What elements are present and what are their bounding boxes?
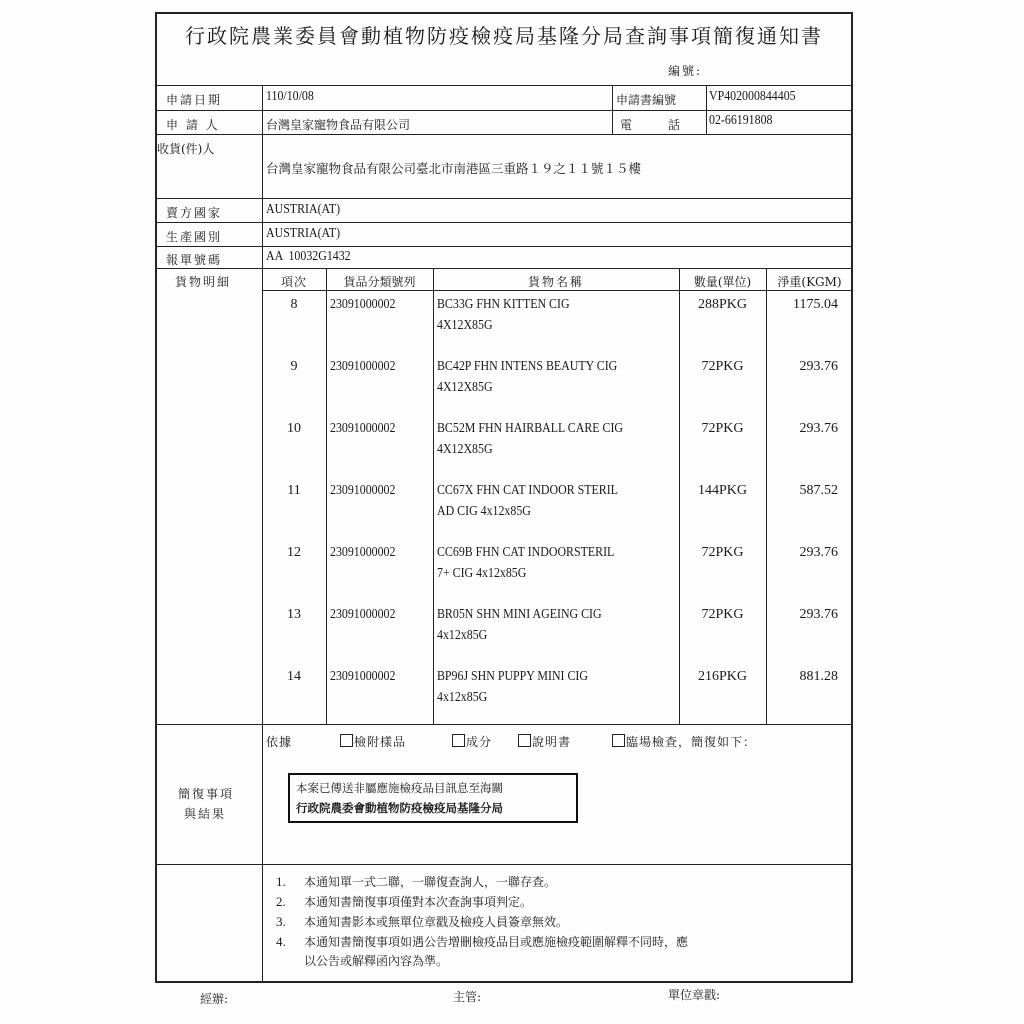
cell-goods-name-line2: 4x12x85G xyxy=(437,690,488,705)
checkbox-ingredients[interactable]: 成分 xyxy=(452,733,492,750)
notes-list xyxy=(276,872,688,971)
consignee-label: 收貨(件)人 xyxy=(157,142,215,156)
seller-country-label: 賣方國家 xyxy=(166,206,223,220)
note-item: 4. 本通知書簡復事項如遇公告增刪檢疫品目或應施檢疫範圍解釋不同時，應 xyxy=(276,934,689,949)
cell-goods-name-line2: AD CIG 4x12x85G xyxy=(437,504,531,519)
cell-goods-name-line1: CC67X FHN CAT INDOOR STERIL xyxy=(437,483,618,498)
cell-hs-code: 23091000002 xyxy=(330,483,396,498)
checkbox-icon[interactable] xyxy=(612,734,625,747)
cell-goods-name-line1: CC69B FHN CAT INDOORSTERIL xyxy=(437,545,615,560)
cell-net-weight: 293.76 xyxy=(799,421,838,436)
origin-country-label: 生產國別 xyxy=(166,230,223,244)
cell-quantity: 144PKG xyxy=(697,483,747,498)
checkbox-icon[interactable] xyxy=(340,734,353,747)
stamp-line2: 行政院農委會動植物防疫檢疫局基隆分局 xyxy=(296,801,503,815)
cell-goods-name-line1: BP96J SHN PUPPY MINI CIG xyxy=(437,669,588,684)
cell-item: 8 xyxy=(290,297,298,312)
note-item: 1. 本通知單一式二聯，一聯復查詢人，一聯存查。 xyxy=(276,874,557,889)
cell-hs-code: 23091000002 xyxy=(330,297,396,312)
cell-quantity: 72PKG xyxy=(701,545,744,560)
cell-net-weight: 881.28 xyxy=(799,669,838,684)
cell-goods-name-line1: BC52M FHN HAIRBALL CARE CIG xyxy=(437,421,624,436)
cell-net-weight: 293.76 xyxy=(799,607,838,622)
declaration-no-label: 報單號碼 xyxy=(166,253,223,267)
seller-country-value: AUSTRIA(AT) xyxy=(266,202,341,217)
cell-hs-code: 23091000002 xyxy=(330,607,396,622)
checkbox-sample[interactable]: 檢附樣品 xyxy=(340,733,406,750)
checkbox-onsite-inspection[interactable]: 臨場檢查，簡復如下： xyxy=(612,733,756,750)
note-item: 2. 本通知書簡復事項僅對本次查詢事項判定。 xyxy=(276,894,533,909)
col-header-quantity: 數量(單位) xyxy=(693,275,752,289)
cell-goods-name-line1: BC42P FHN INTENS BEAUTY CIG xyxy=(437,359,618,374)
cell-goods-name-line1: BR05N SHN MINI AGEING CIG xyxy=(437,607,602,622)
cell-goods-name-line2: 4X12X85G xyxy=(437,442,493,457)
checkbox-icon[interactable] xyxy=(518,734,531,747)
applicant-value: 台灣皇家寵物食品有限公司 xyxy=(266,118,411,132)
cell-item: 11 xyxy=(287,483,301,498)
cell-net-weight: 1175.04 xyxy=(793,297,838,312)
col-header-goods-name: 貨物名稱 xyxy=(527,275,584,289)
cell-hs-code: 23091000002 xyxy=(330,545,396,560)
cell-goods-name-line2: 4x12x85G xyxy=(437,628,488,643)
origin-country-value: AUSTRIA(AT) xyxy=(266,226,341,241)
cell-item: 10 xyxy=(287,421,301,436)
consignee-value: 台灣皇家寵物食品有限公司臺北市南港區三重路１９之１１號１５樓 xyxy=(266,161,642,176)
stamp-line1: 本案已傳送非屬應施檢疫品目訊息至海關 xyxy=(296,781,503,795)
cell-quantity: 72PKG xyxy=(701,607,744,622)
supervisor-label: 主管: xyxy=(453,990,482,1004)
apply-date-label: 申請日期 xyxy=(166,93,223,107)
cell-item: 9 xyxy=(290,359,298,374)
cell-goods-name-line2: 7+ CIG 4x12x85G xyxy=(437,566,527,581)
cell-quantity: 288PKG xyxy=(697,297,747,312)
col-header-hs-code: 貨品分類號列 xyxy=(343,275,416,289)
cell-net-weight: 293.76 xyxy=(799,545,838,560)
col-header-item: 項次 xyxy=(280,275,307,289)
cell-hs-code: 23091000002 xyxy=(330,359,396,374)
serial-label: 編號: xyxy=(668,64,703,78)
document-title: 行政院農業委員會動植物防疫檢疫局基隆分局查詢事項簡復通知書 xyxy=(185,24,823,48)
cell-item: 13 xyxy=(287,607,301,622)
application-no-label: 申請書編號 xyxy=(616,93,677,107)
cell-quantity: 72PKG xyxy=(701,421,744,436)
cell-goods-name-line1: BC33G FHN KITTEN CIG xyxy=(437,297,570,312)
applicant-label: 申 請 人 xyxy=(166,118,220,132)
cell-hs-code: 23091000002 xyxy=(330,421,396,436)
result-stamp xyxy=(288,773,578,823)
checkbox-icon[interactable] xyxy=(452,734,465,747)
phone-value: 02-66191808 xyxy=(709,113,773,128)
cell-hs-code: 23091000002 xyxy=(330,669,396,684)
goods-section-label: 貨物明細 xyxy=(175,275,232,289)
reply-section-label-line1: 簡復事項 xyxy=(178,787,235,801)
cell-goods-name-line2: 4X12X85G xyxy=(437,380,493,395)
phone-label: 電 話 xyxy=(620,118,681,132)
basis-label: 依據 xyxy=(266,735,293,749)
note-item: 3. 本通知書影本或無單位章戳及檢疫人員簽章無效。 xyxy=(276,914,569,929)
cell-item: 12 xyxy=(287,545,301,560)
declaration-no-value: AA 10032G1432 xyxy=(266,249,351,264)
cell-quantity: 72PKG xyxy=(701,359,744,374)
cell-quantity: 216PKG xyxy=(697,669,747,684)
handler-label: 經辦: xyxy=(200,992,229,1006)
col-header-net-weight: 淨重(KGM) xyxy=(777,275,842,289)
unit-stamp-label: 單位章戳: xyxy=(668,988,721,1002)
cell-goods-name-line2: 4X12X85G xyxy=(437,318,493,333)
application-no-value: VP402000844405 xyxy=(709,89,796,104)
cell-net-weight: 293.76 xyxy=(799,359,838,374)
cell-item: 14 xyxy=(287,669,301,684)
reply-section-label-line2: 與結果 xyxy=(184,807,227,821)
checkbox-manual[interactable]: 說明書 xyxy=(518,733,571,750)
apply-date-value: 110/10/08 xyxy=(266,89,314,104)
note-item: 以公告或解釋函內容為準。 xyxy=(304,954,449,968)
cell-net-weight: 587.52 xyxy=(799,483,838,498)
